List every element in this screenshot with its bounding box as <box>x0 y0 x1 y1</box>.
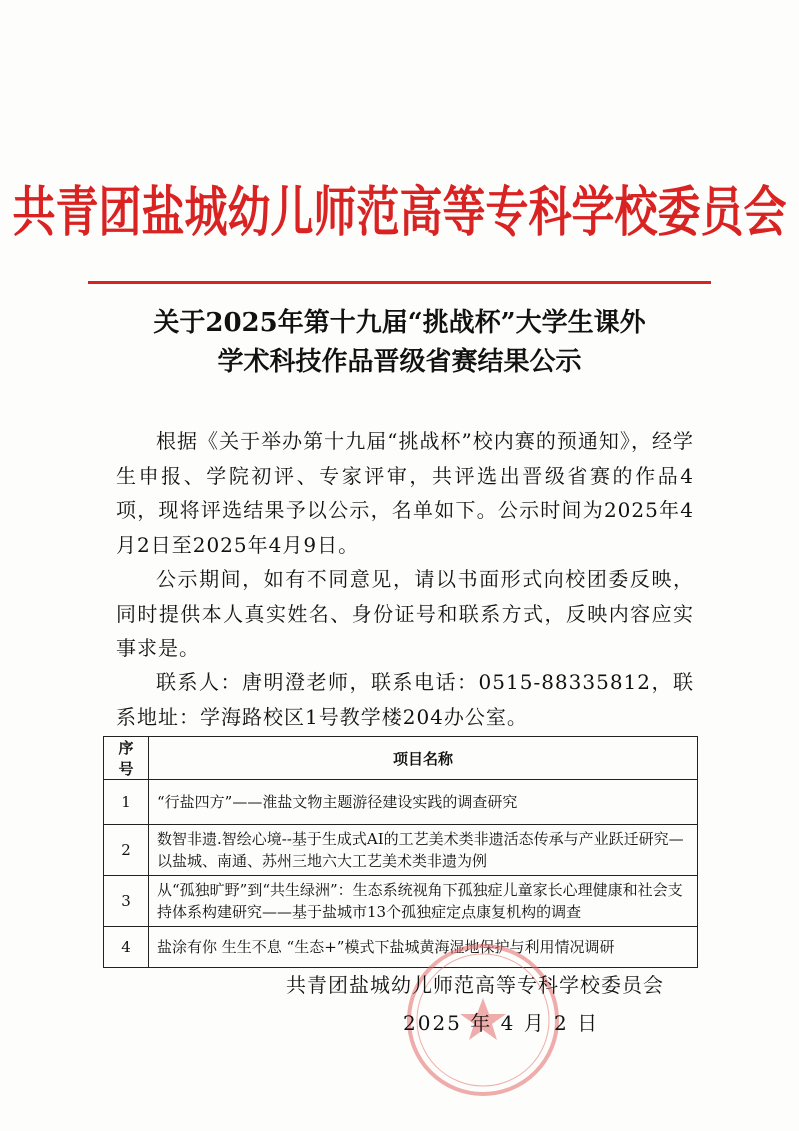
table-row <box>104 780 698 825</box>
organization-header: 共青团盐城幼儿师范高等专科学校委员会 <box>12 181 787 245</box>
document-title-line-2: 学术科技作品晋级省赛结果公示 <box>217 347 582 377</box>
row-index: 1 <box>104 780 149 825</box>
red-divider-line <box>88 281 711 284</box>
row-project-name: 数智非遗.智绘心境--基于生成式AI的工艺美术类非遗活态传承与产业跃迁研究—以盐城、南通、苏州三地六大工艺美术类非遗为例 <box>149 825 698 876</box>
document-title-line-1: 关于2025年第十九届“挑战杯”大学生课外 <box>153 308 646 338</box>
row-project-name: “行盐四方”——淮盐文物主题游径建设实践的调查研究 <box>149 780 698 825</box>
table-row <box>104 825 698 876</box>
row-index: 4 <box>104 927 149 968</box>
table-row <box>104 927 698 968</box>
row-project-name: 盐涂有你 生生不息 “生态+”模式下盐城黄海湿地保护与利用情况调研 <box>149 927 698 968</box>
column-header-project-name: 项目名称 <box>149 737 698 780</box>
signature-organization: 共青团盐城幼儿师范高等专科学校委员会 <box>286 973 664 997</box>
row-index: 3 <box>104 876 149 927</box>
body-paragraph-1: 根据《关于举办第十九届“挑战杯”校内赛的预通知》，经学生申报、学院初评、专家评审，共评选出晋级省赛的作品4项，现将评选结果予以公示，名单如下。公示时间为2025年4月2日至2025年4月9日。 <box>116 429 694 557</box>
body-paragraph-3: 联系人：唐明澄老师，联系电话：0515-88335812，联系地址：学海路校区1号教学楼204办公室。 <box>116 670 694 729</box>
row-project-name: 从“孤独旷野”到“共生绿洲”：生态系统视角下孤独症儿童家长心理健康和社会支持体系构建研究——基于盐城市13个孤独症定点康复机构的调查 <box>149 876 698 927</box>
results-table <box>103 736 698 968</box>
table-header-row <box>104 737 698 780</box>
column-header-index: 序号 <box>104 737 149 780</box>
table-row <box>104 876 698 927</box>
row-index: 2 <box>104 825 149 876</box>
body-paragraph-2: 公示期间，如有不同意见，请以书面形式向校团委反映，同时提供本人真实姓名、身份证号和联系方式，反映内容应实事求是。 <box>116 567 694 660</box>
signature-date: 2025 年 4 月 2 日 <box>403 1011 600 1035</box>
